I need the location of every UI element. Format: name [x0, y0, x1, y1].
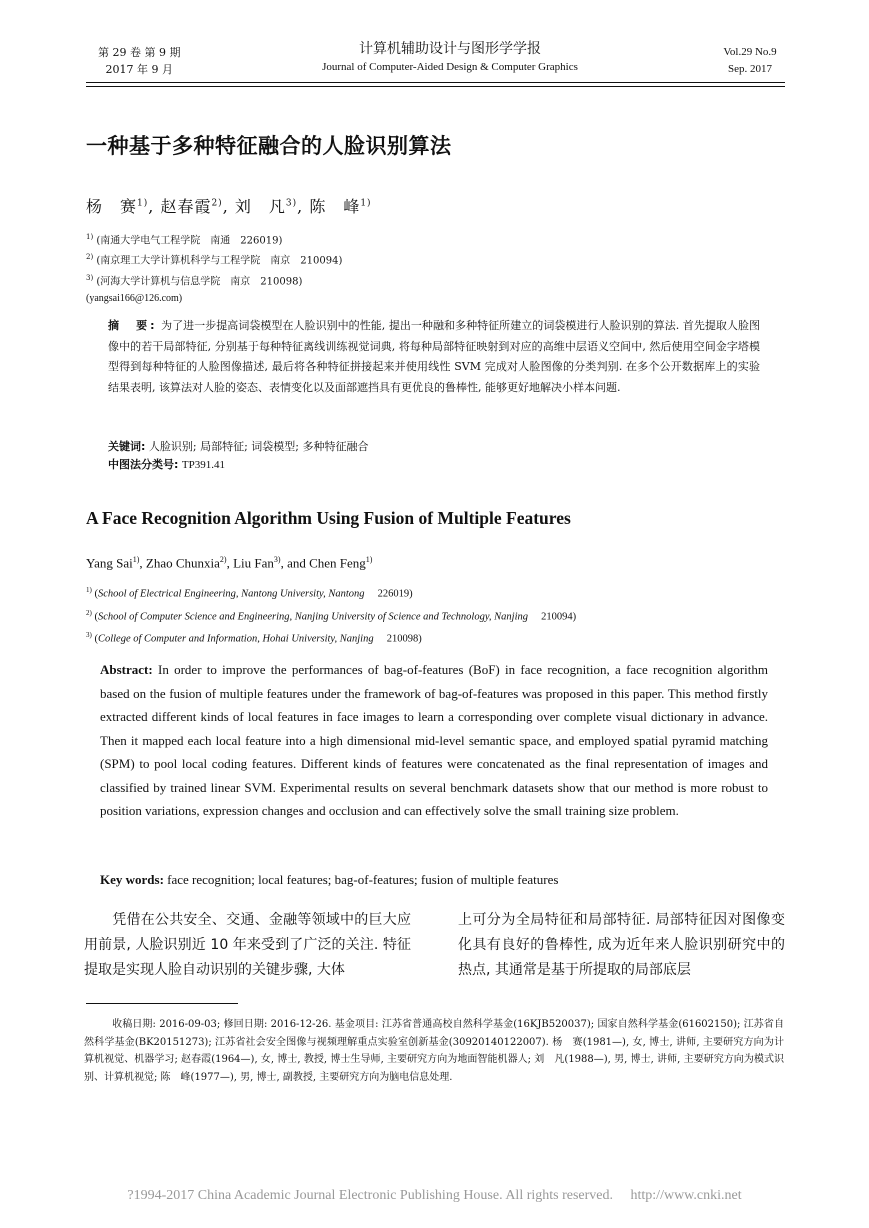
affiliation-en-2-post: 210094: [541, 611, 573, 622]
abstract-en-text: In order to improve the performances of bag-of-features (BoF) in face recognition, a face recognition algorithm based on the fusion of multiple features under the framework of bag-of-features was proposed in this paper. This method firstly extracted different kinds of local features in face images to learn a corresponding over complete visual dictionary in advance. Then it mapped each local feature into a high dimensional mid-level semantic space, and employed spatial pyramid matching (SPM) to pool local coding features. Different kinds of features were concatenated as the final representation of images and classified by trained linear SVM. Experimental results on several benchmark datasets show that our method is more robust to position variations, expression changes and occlusion and can effectively solve the small training size problem.: [100, 662, 769, 818]
body-right-text: 上可分为全局特征和局部特征. 局部特征因对图像变化具有良好的鲁棒性, 成为近年来人脸识别研究中的热点, 其通常是基于所提取的局部底层: [458, 912, 785, 978]
keywords-cn-block: [108, 438, 369, 474]
journal-name-cn: 计算机辅助设计与图形学学报: [359, 41, 541, 57]
affiliation-cn-3-text: (河海大学计算机与信息学院 南京 210098): [96, 275, 303, 287]
header-journal: [260, 40, 640, 75]
keywords-en-text: face recognition; local features; bag-of-features; fusion of multiple features: [167, 872, 559, 887]
copyright-notice: ?1994-2017 China Academic Journal Electronic Publishing House. All rights reserved. http://www.cnki.net: [127, 1188, 742, 1203]
header-volume-cn: 第 29 卷 第 9 期: [98, 46, 181, 59]
affiliation-cn-2-text: (南京理工大学计算机科学与工程学院 南京 210094): [96, 255, 343, 267]
affiliation-en-2: $^{2)}$ (School of Computer Science and Engineering, Nanjing University of Science and Technology, Nanjing 210094): [86, 608, 577, 622]
header-issue-en: [700, 44, 800, 78]
author-en-2-sup: 2): [219, 555, 227, 564]
author-cn-3-sup: 3): [285, 198, 298, 209]
header-rule-thin: [86, 86, 785, 87]
author-email: (yangsai166@126.com): [86, 292, 183, 304]
clc-number: [108, 456, 369, 474]
affiliation-en-3-text: College of Computer and Information, Hohai University, Nanjing: [97, 633, 374, 645]
affiliation-en-3-sup: 3): [86, 631, 92, 639]
affiliation-en-1: $^{1)}$ (School of Electrical Engineering, Nantong University, Nantong 226019): [86, 586, 413, 600]
abstract-en: [100, 658, 768, 823]
affiliation-cn-1-sup: 1): [86, 233, 94, 241]
keywords-cn: [108, 438, 369, 456]
abstract-cn-label: 摘 要:: [108, 319, 158, 332]
author-en-sep-3: , and: [280, 555, 310, 571]
paper-title-cn: 一种基于多种特征融合的人脸识别算法: [86, 133, 452, 158]
header-rule-thick: [86, 82, 785, 83]
header-issue-cn: [98, 44, 180, 78]
author-en-sep-1: ,: [139, 555, 146, 571]
authors-cn: 杨 赛$^{1)}$, 赵春霞$^{2)}$, 刘 凡$^{3)}$, 陈 峰$^{1)}$: [86, 197, 372, 216]
header-volume-en: Vol.29 No.9: [723, 46, 777, 58]
author-cn-4: 陈 峰: [309, 197, 361, 216]
author-cn-2-sup: 2): [211, 198, 223, 209]
header-date-cn: 2017 年 9 月: [105, 63, 173, 76]
keywords-en: [100, 872, 558, 888]
abstract-cn-text: 为了进一步提高词袋模型在人脸识别中的性能, 提出一种融和多种特征所建立的词袋模进行人脸识别的算法. 首先提取人脸图像中的若干局部特征, 分别基于每种特征离线训练视觉词典, 将每种局部特征映射到对应的高维中层语义空间中, 然后使用空间金字塔模型得到每种特征的人脸图像描述, 最后将各种特征拼接起来并使用线性 SVM 完成对人脸图像的分类判别. 在多个公开数据库上的实验结果表明, 该算法对人脸的姿态、表情变化以及面部遮挡具有更优良的鲁棒性, 能够更好地解决小样本问题.: [108, 319, 761, 394]
author-en-3: Liu Fan: [233, 555, 274, 571]
author-cn-3: 刘 凡: [234, 197, 286, 216]
author-cn-2: 赵春霞: [160, 197, 212, 216]
footnote-rule: [86, 1003, 238, 1004]
author-en-4-sup: 1): [365, 555, 373, 564]
footnote-text: 收稿日期: 2016-09-03; 修回日期: 2016-12-26. 基金项目: 江苏省普通高校自然科学基金(16KJB520037); 国家自然科学基金(61602150); 江苏省自然科学基金(BK20151273); 江苏省社会安全图像与视频理解重点实验室创新基金(30920140122007). 杨 赛(1981—), 女, 博士, 讲师, 主要研究方向为计算机视觉、机器学习; 赵春霞(1964—), 女, 博士, 教授, 博士生导师, 主要研究方向为地面智能机器人; 刘 凡(1988—), 男, 博士, 讲师, 主要研究方向为模式识别、计算机视觉; 陈 峰(1977—), 男, 博士, 副教授, 主要研究方向为脑电信息处理.: [84, 1019, 784, 1083]
clc-label: 中图法分类号:: [108, 458, 179, 471]
affiliation-en-2-sup: 2): [86, 608, 92, 617]
affiliation-en-1-post: 226019: [377, 588, 410, 600]
author-en-1: Yang Sai: [86, 555, 133, 571]
author-cn-4-sup: 1): [360, 198, 372, 209]
footnote: [84, 1016, 784, 1086]
author-en-2: Zhao Chunxia: [145, 555, 220, 571]
affiliations-en: [86, 581, 576, 649]
header-date-en: Sep. 2017: [728, 63, 772, 75]
abstract-en-label: Abstract:: [100, 662, 153, 677]
keywords-en-label: Key words:: [100, 872, 164, 887]
clc-text: TP391.41: [181, 459, 225, 471]
body-column-right: [458, 908, 785, 983]
affiliation-cn-1-text: (南通大学电气工程学院 南通 226019): [96, 235, 283, 247]
affiliation-en-1-text: School of Electrical Engineering, Nantong University, Nantong: [97, 588, 365, 600]
affiliation-cn-3-sup: 3): [86, 273, 94, 282]
author-cn-1: 杨 赛: [86, 197, 138, 216]
author-en-sep-2: ,: [226, 555, 234, 571]
abstract-cn: [108, 316, 760, 398]
author-en-3-sup: 3): [273, 555, 281, 564]
author-en-4: Chen Feng: [309, 555, 366, 571]
authors-en: [86, 555, 372, 571]
affiliation-en-2-text: School of Computer Science and Engineering, Nanjing University of Science and Technology, Nanjing: [97, 611, 529, 622]
affiliation-cn-2-sup: 2): [86, 253, 94, 262]
affiliation-cn-1: [86, 229, 342, 249]
keywords-cn-text: 人脸识别; 局部特征; 词袋模型; 多种特征融合: [148, 440, 369, 453]
author-cn-1-sup: 1): [137, 198, 149, 209]
body-left-text: 凭借在公共安全、交通、金融等领域中的巨大应用前景, 人脸识别近 10 年来受到了广泛的关注. 特征提取是实现人脸自动识别的关键步骤, 大体: [84, 912, 411, 978]
body-column-left: [84, 908, 411, 983]
affiliation-cn-3: [86, 270, 342, 290]
affiliations-cn: [86, 229, 342, 307]
affiliation-en-3: $^{3)}$ (College of Computer and Information, Hohai University, Nanjing 210098): [86, 631, 422, 645]
author-en-1-sup: 1): [132, 555, 140, 564]
journal-name-en: Journal of Computer-Aided Design & Computer Graphics: [322, 61, 578, 73]
paper-title-en: A Face Recognition Algorithm Using Fusion of Multiple Features: [86, 508, 571, 528]
affiliation-en-3-post: 210098: [386, 633, 419, 645]
keywords-cn-label: 关键词:: [108, 440, 146, 453]
affiliation-en-1-sup: 1): [86, 586, 92, 594]
affiliation-cn-2: [86, 249, 342, 269]
